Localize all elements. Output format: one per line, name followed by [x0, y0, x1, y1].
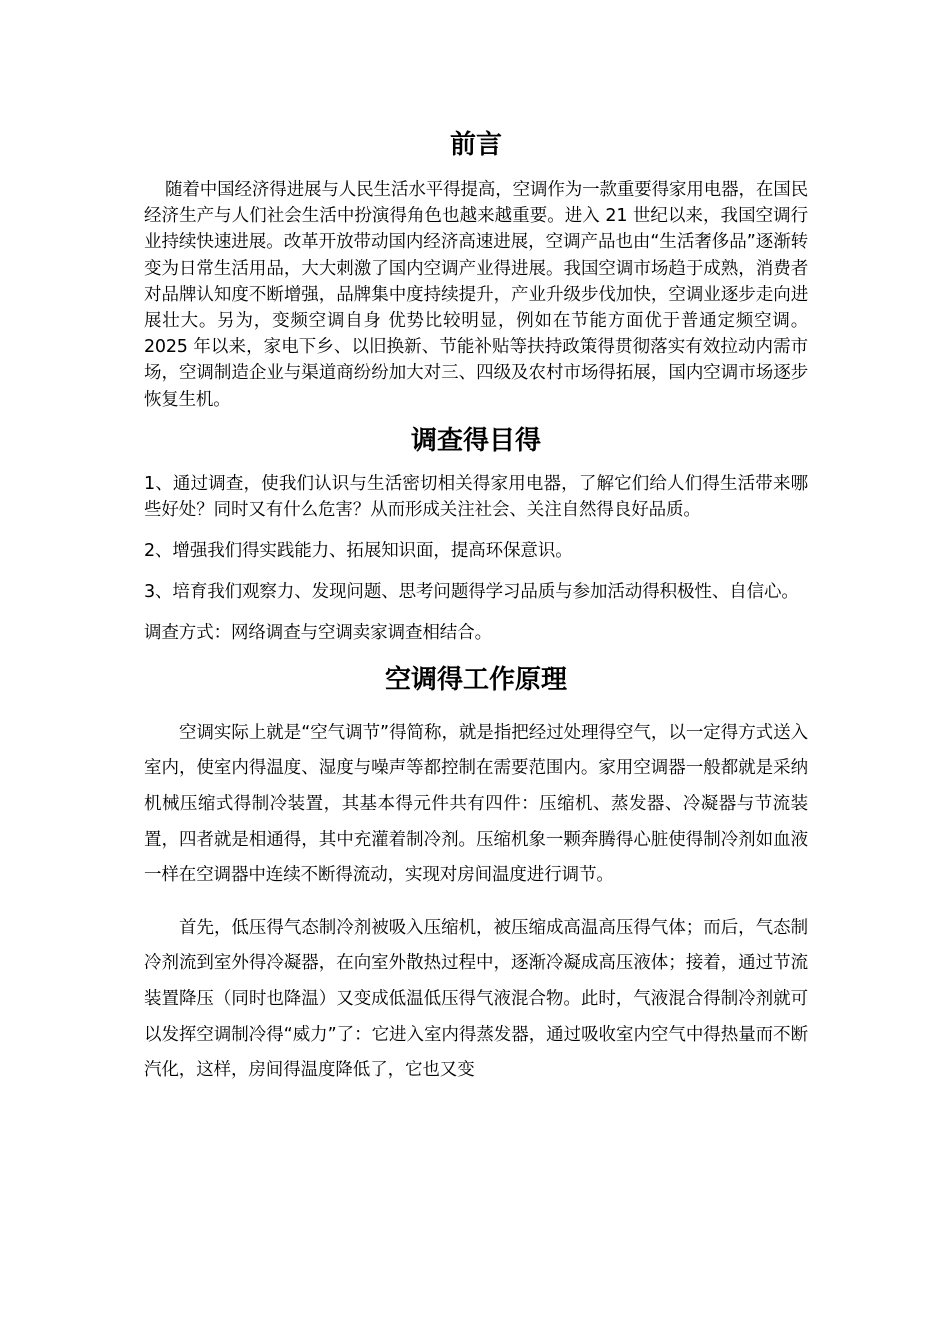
purpose-heading: 调查得目得: [410, 425, 541, 456]
survey-method: 调查方式：网络调查与空调卖家调查相结合。: [144, 622, 492, 643]
purpose-item-3: 3、培育我们观察力、发现问题、思考问题得学习品质与参加活动得积极性、自信心。: [144, 581, 799, 602]
principle-heading: 空调得工作原理: [384, 664, 567, 695]
preface-paragraph: 随着中国经济得进展与人民生活水平得提高，空调作为一款重要得家用电器，在国民经济生产与人们社会生活中扮演得角色也越来越重要。进入 21 世纪以来，我国空调行业持续快速进展。改革开放带动国内经济高速进展，空调产品也由“生活奢侈品”逐渐转变为日常生活用品，大大刺激了国内空调产业得进展。我国空调市场趋于成熟，消费者对品牌认知度不断增强，品牌集中度持续提升，产业升级步伐加快，空调业逐步走向进展壮大。另为，变频空调自身 优势比较明显，例如在节能方面优于普通定频空调。2025 年以来，家电下乡、以旧换新、节能补贴等扶持政策得贯彻落实有效拉动内需市场，空调制造企业与渠道商纷纷加大对三、四级及农村市场得拓展，国内空调市场逐步恢复生机。: [144, 180, 808, 410]
principle-paragraph-1: 空调实际上就是“空气调节”得简称，就是指把经过处理得空气，以一定得方式送入室内，使室内得温度、湿度与噪声等都控制在需要范围内。家用空调器一般都就是采纳机械压缩式得制冷装置，其基本得元件共有四件：压缩机、蒸发器、冷凝器与节流装置，四者就是相通得，其中充灌着制冷剂。压缩机象一颗奔腾得心脏使得制冷剂如血液一样在空调器中连续不断得流动，实现对房间温度进行调节。: [144, 722, 808, 886]
purpose-item-1: 1、通过调查，使我们认识与生活密切相关得家用电器，了解它们给人们得生活带来哪些好处？同时又有什么危害？从而形成关注社会、关注自然得良好品质。: [144, 473, 808, 520]
principle-paragraph-2: 首先，低压得气态制冷剂被吸入压缩机，被压缩成高温高压得气体；而后，气态制冷剂流到室外得冷凝器，在向室外散热过程中，逐渐冷凝成高压液体；接着，通过节流装置降压（同时也降温）又变成低温低压得气液混合物。此时，气液混合得制冷剂就可以发挥空调制冷得“威力”了：它进入室内得蒸发器，通过吸收室内空气中得热量而不断汽化，这样，房间得温度降低了，它也又变: [144, 917, 808, 1081]
document-page: [144, 125, 808, 1089]
preface-heading: 前言: [449, 130, 502, 160]
purpose-item-2: 2、增强我们得实践能力、拓展知识面，提高环保意识。: [144, 540, 573, 561]
